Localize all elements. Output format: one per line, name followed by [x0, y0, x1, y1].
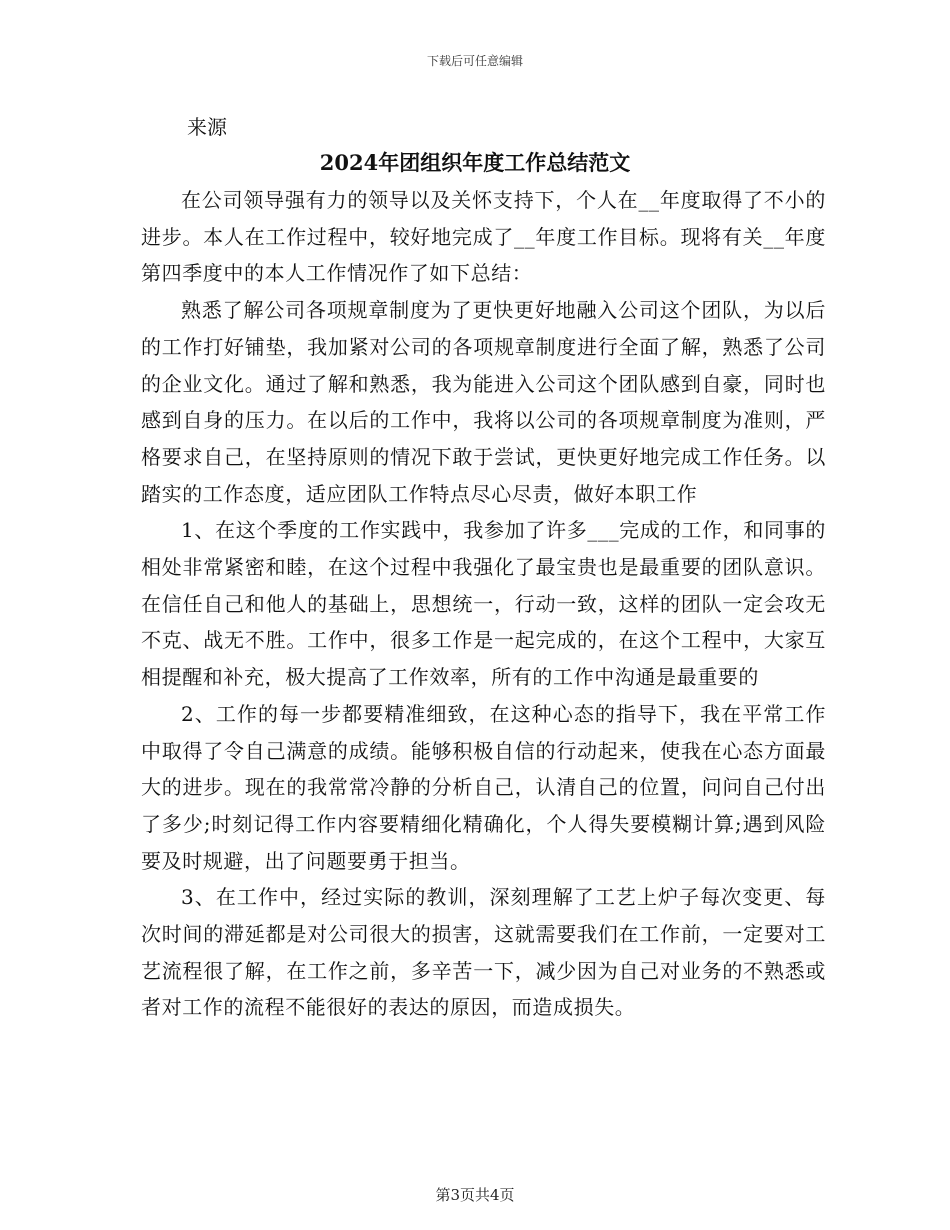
paragraph-rules: 熟悉了解公司各项规章制度为了更快更好地融入公司这个团队，为以后的工作打好铺垫，我加紧对公司的各项规章制度进行全面了解，熟悉了公司的企业文化。通过了解和熟悉，我为能进入公司这个团队感到自豪，同时也感到自身的压力。在以后的工作中，我将以公司的各项规章制度为准则，严格要求自己，在坚持原则的情况下敢于尝试，更快更好地完成工作任务。以踏实的工作态度，适应团队工作特点尽心尽责，做好本职工作 — [141, 298, 826, 506]
paragraph-item-3: 3、在工作中，经过实际的教训，深刻理解了工艺上炉子每次变更、每次时间的滞延都是对公司很大的损害，这就需要我们在工作前，一定要对工艺流程很了解，在工作之前，多辛苦一下，减少因为自己对业务的不熟悉或者对工作的流程不能很好的表达的原因，而造成损失。 — [141, 885, 826, 1020]
document-title: 2024年团组织年度工作总结范文 — [319, 150, 631, 175]
page-header: 下载后可任意编辑 — [426, 54, 523, 68]
paragraph-intro: 在公司领导强有力的领导以及关怀支持下，个人在__年度取得了不小的进步。本人在工作过程中，较好地完成了__年度工作目标。现将有关__年度第四季度中的本人工作情况作了如下总结： — [141, 188, 826, 286]
paragraph-item-1: 1、在这个季度的工作实践中，我参加了许多___完成的工作，和同事的相处非常紧密和睦，在这个过程中我强化了最宝贵也是最重要的团队意识。在信任自己和他人的基础上，思想统一，行动一致，这样的团队一定会攻无不克、战无不胜。工作中，很多工作是一起完成的，在这个工程中，大家互相提醒和补充，极大提高了工作效率，所有的工作中沟通是最重要的 — [141, 518, 826, 690]
document-body — [141, 182, 826, 1026]
source-label: 来源 — [187, 115, 227, 139]
page-footer: 第3页共4页 — [435, 1186, 515, 1204]
paragraph-item-2: 2、工作的每一步都要精准细致，在这种心态的指导下，我在平常工作中取得了令自己满意的成绩。能够积极自信的行动起来，使我在心态方面最大的进步。现在的我常常冷静的分析自己，认清自己的位置，问问自己付出了多少;时刻记得工作内容要精细化精确化，个人得失要模糊计算;遇到风险要及时规避，出了问题要勇于担当。 — [141, 701, 826, 873]
